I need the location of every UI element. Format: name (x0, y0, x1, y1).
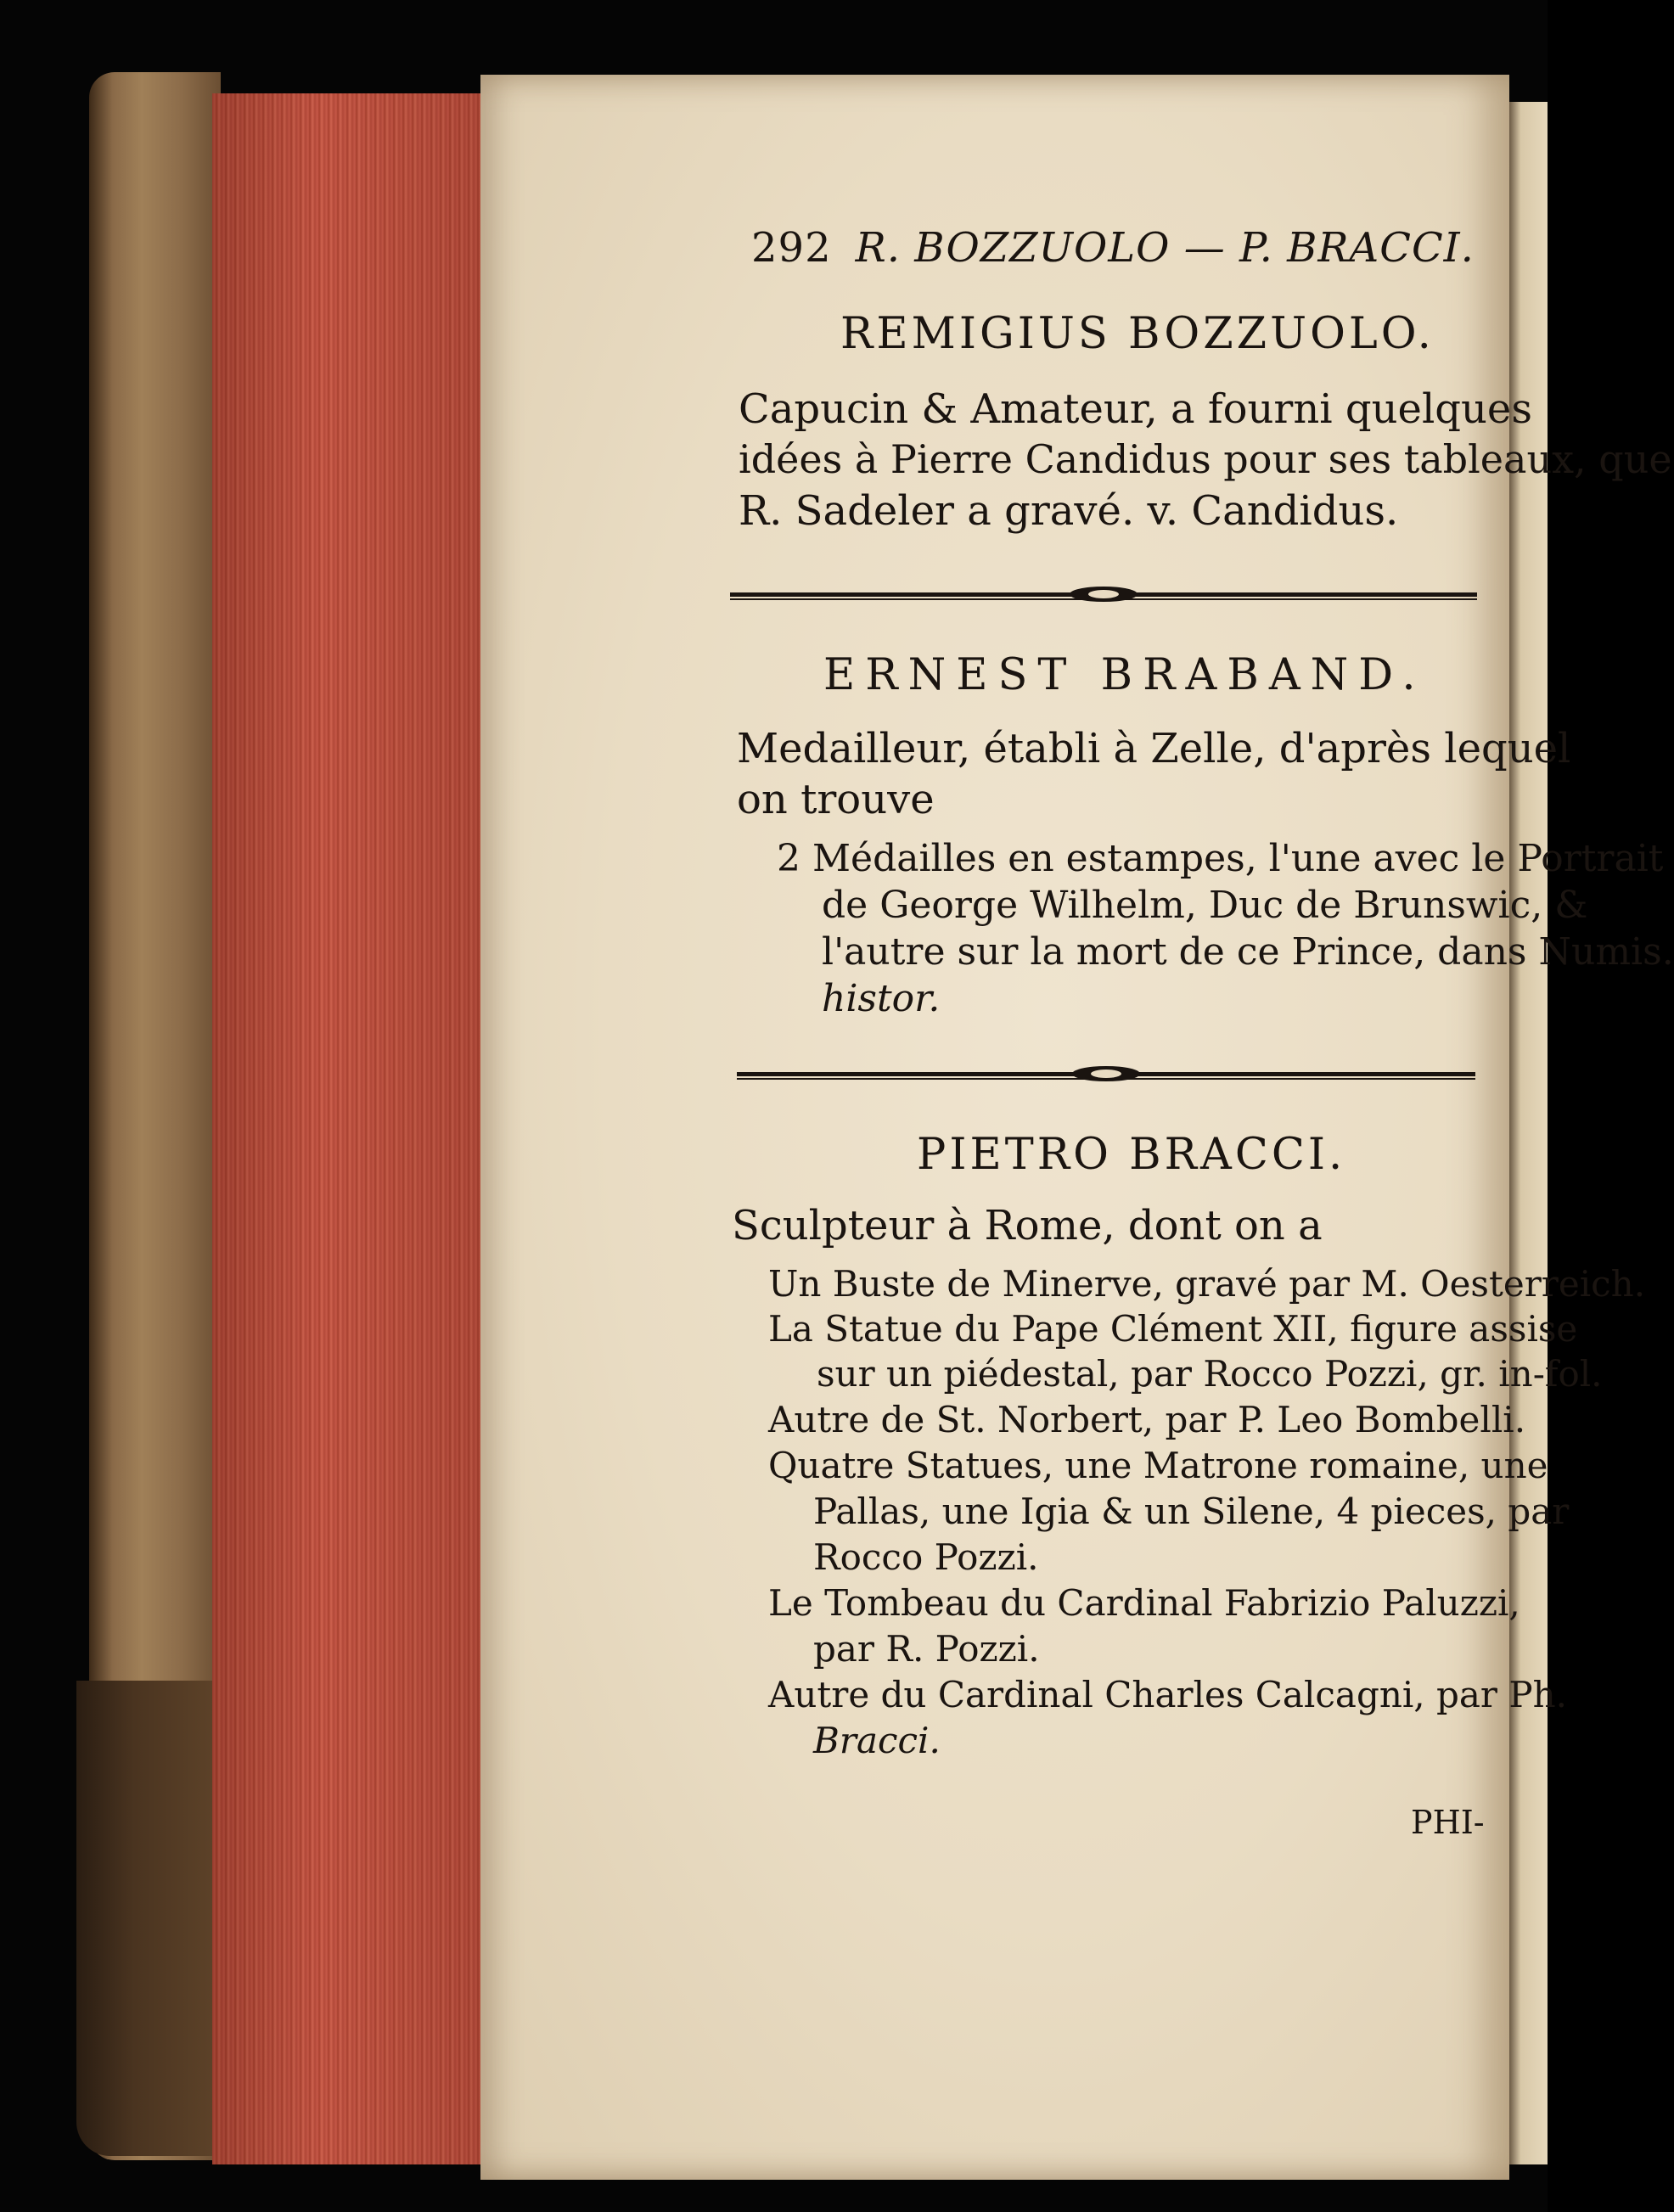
running-title: R. BOZZUOLO — P. BRACCI. (855, 224, 1475, 272)
red-page-edges (212, 93, 482, 2164)
catchword: PHI- (1411, 1804, 1485, 1841)
entry-line: 2 Médailles en estampes, l'une avec le Portrait (777, 837, 1664, 880)
entry-line: Un Buste de Minerve, gravé par M. Oesterreich. (768, 1263, 1646, 1305)
entry-heading: ERNEST BRABAND. (823, 650, 1426, 700)
entry-line: de George Wilhelm, Duc de Brunswic, & (822, 884, 1588, 927)
entry-line: sur un piédestal, par Rocco Pozzi, gr. in-fol. (817, 1353, 1603, 1395)
ornament-divider (737, 1065, 1475, 1084)
entry-line: Capucin & Amateur, a fourni quelques (739, 385, 1532, 433)
entry-line: La Statue du Pape Clément XII, figure assise (768, 1308, 1578, 1350)
entry-line: Rocco Pozzi. (813, 1536, 1039, 1578)
entry-line: par R. Pozzi. (813, 1628, 1040, 1670)
entry-line: Medailleur, établi à Zelle, d'après lequel (737, 725, 1571, 772)
entry-line: Quatre Statues, une Matrone romaine, une (768, 1445, 1548, 1486)
page-number: 292 (751, 224, 832, 272)
entry-line: Autre du Cardinal Charles Calcagni, par Ph. (768, 1674, 1568, 1715)
entry-line: l'autre sur la mort de ce Prince, dans Numis. (822, 930, 1674, 974)
entry-line: idées à Pierre Candidus pour ses tableaux, que (739, 436, 1672, 482)
entry-line: histor. (822, 977, 941, 1020)
ornament-divider (730, 586, 1477, 604)
entry-line: on trouve (737, 776, 935, 823)
entry-line: Bracci. (813, 1720, 941, 1761)
entry-heading: REMIGIUS BOZZUOLO. (840, 309, 1435, 359)
binding-corner (76, 1681, 221, 2156)
entry-line: Sculpteur à Rome, dont on a (732, 1202, 1323, 1249)
entry-line: Le Tombeau du Cardinal Fabrizio Paluzzi, (768, 1582, 1520, 1624)
running-head (751, 224, 1475, 272)
entry-line: Autre de St. Norbert, par P. Leo Bombelli. (768, 1399, 1526, 1440)
entry-line: R. Sadeler a gravé. v. Candidus. (739, 487, 1399, 535)
entry-heading: PIETRO BRACCI. (917, 1130, 1346, 1180)
entry-line: Pallas, une Igia & un Silene, 4 pieces, par (813, 1491, 1570, 1532)
